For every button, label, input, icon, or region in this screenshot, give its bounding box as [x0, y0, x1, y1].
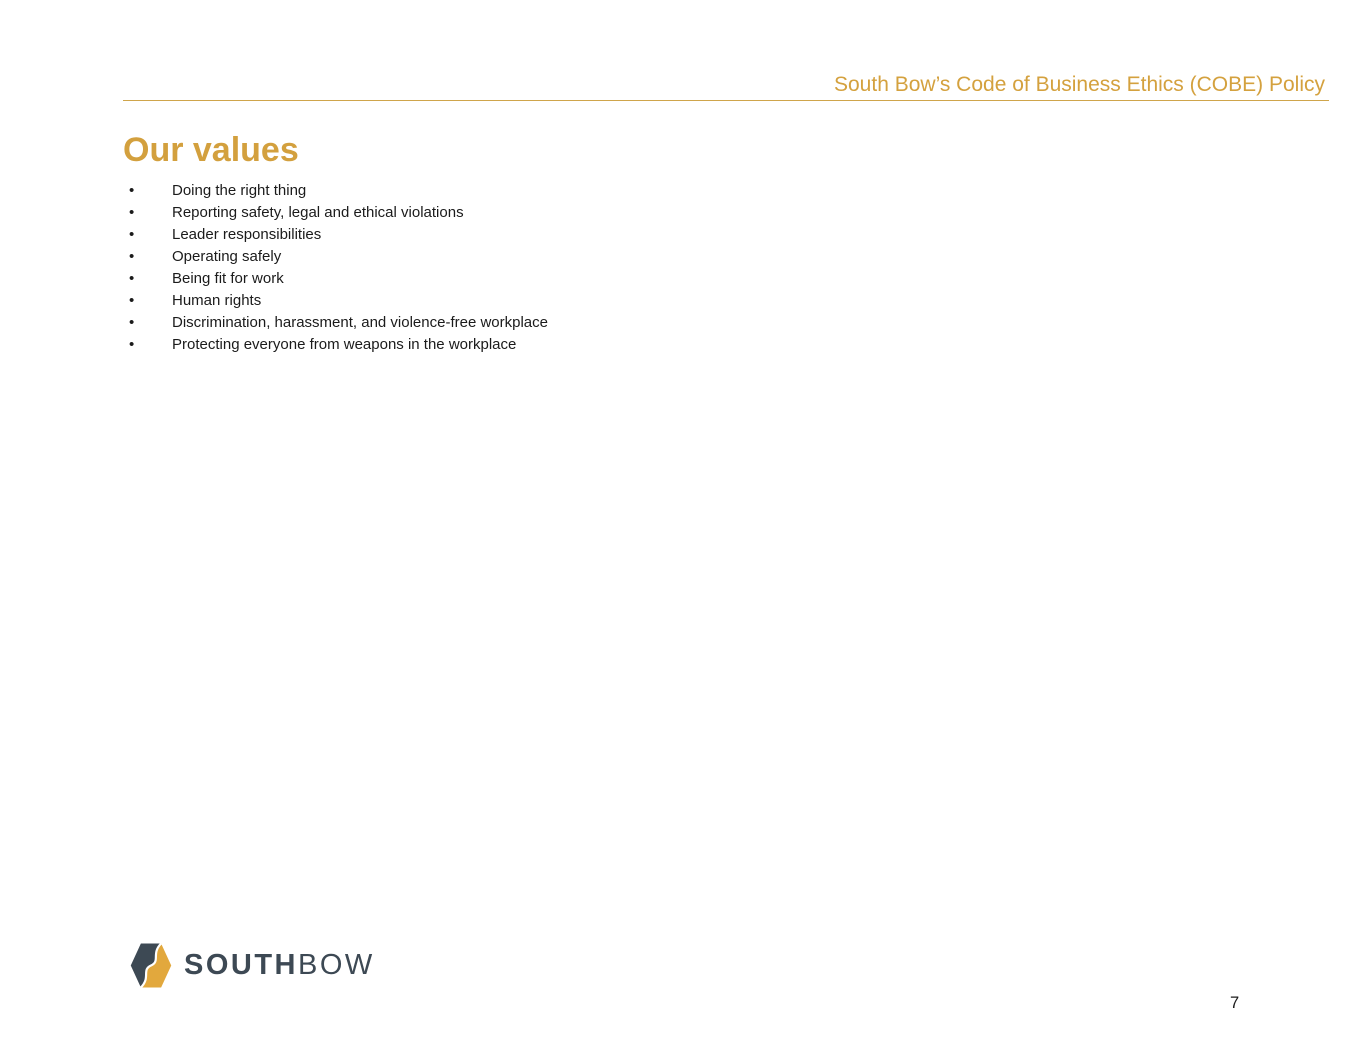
list-item-text: Discrimination, harassment, and violence-free workplace — [172, 314, 548, 331]
bullet-icon: • — [129, 270, 135, 287]
logo-text-bow: BOW — [298, 949, 375, 981]
bullet-icon: • — [129, 204, 135, 221]
list-item-text: Reporting safety, legal and ethical violations — [172, 204, 464, 221]
list-item-text: Doing the right thing — [172, 182, 307, 199]
list-item — [124, 246, 824, 268]
page-title: Our values — [123, 131, 299, 169]
southbow-logo — [129, 941, 375, 990]
bullet-icon: • — [129, 248, 135, 265]
logo-text-south: SOUTH — [184, 949, 298, 981]
bullet-icon: • — [129, 336, 135, 353]
list-item — [124, 202, 824, 224]
header-rule — [123, 100, 1329, 101]
list-item-text: Being fit for work — [172, 270, 284, 287]
list-item — [124, 290, 824, 312]
list-item-text: Human rights — [172, 292, 262, 309]
page-number: 7 — [1230, 994, 1240, 1012]
list-item — [124, 268, 824, 290]
bullet-icon: • — [129, 314, 135, 331]
list-item-text: Leader responsibilities — [172, 226, 322, 243]
southbow-logo-text — [184, 941, 375, 990]
bullet-icon: • — [129, 226, 135, 243]
list-item-text: Operating safely — [172, 248, 282, 265]
bullet-icon: • — [129, 182, 135, 199]
list-item — [124, 334, 824, 356]
header-title: South Bow’s Code of Business Ethics (COBE) Policy — [834, 73, 1325, 96]
southbow-logo-icon — [129, 941, 173, 990]
bullet-icon: • — [129, 292, 135, 309]
list-item-text: Protecting everyone from weapons in the workplace — [172, 336, 517, 353]
list-item — [124, 312, 824, 334]
list-item — [124, 180, 824, 202]
list-item — [124, 224, 824, 246]
values-list — [124, 180, 824, 356]
